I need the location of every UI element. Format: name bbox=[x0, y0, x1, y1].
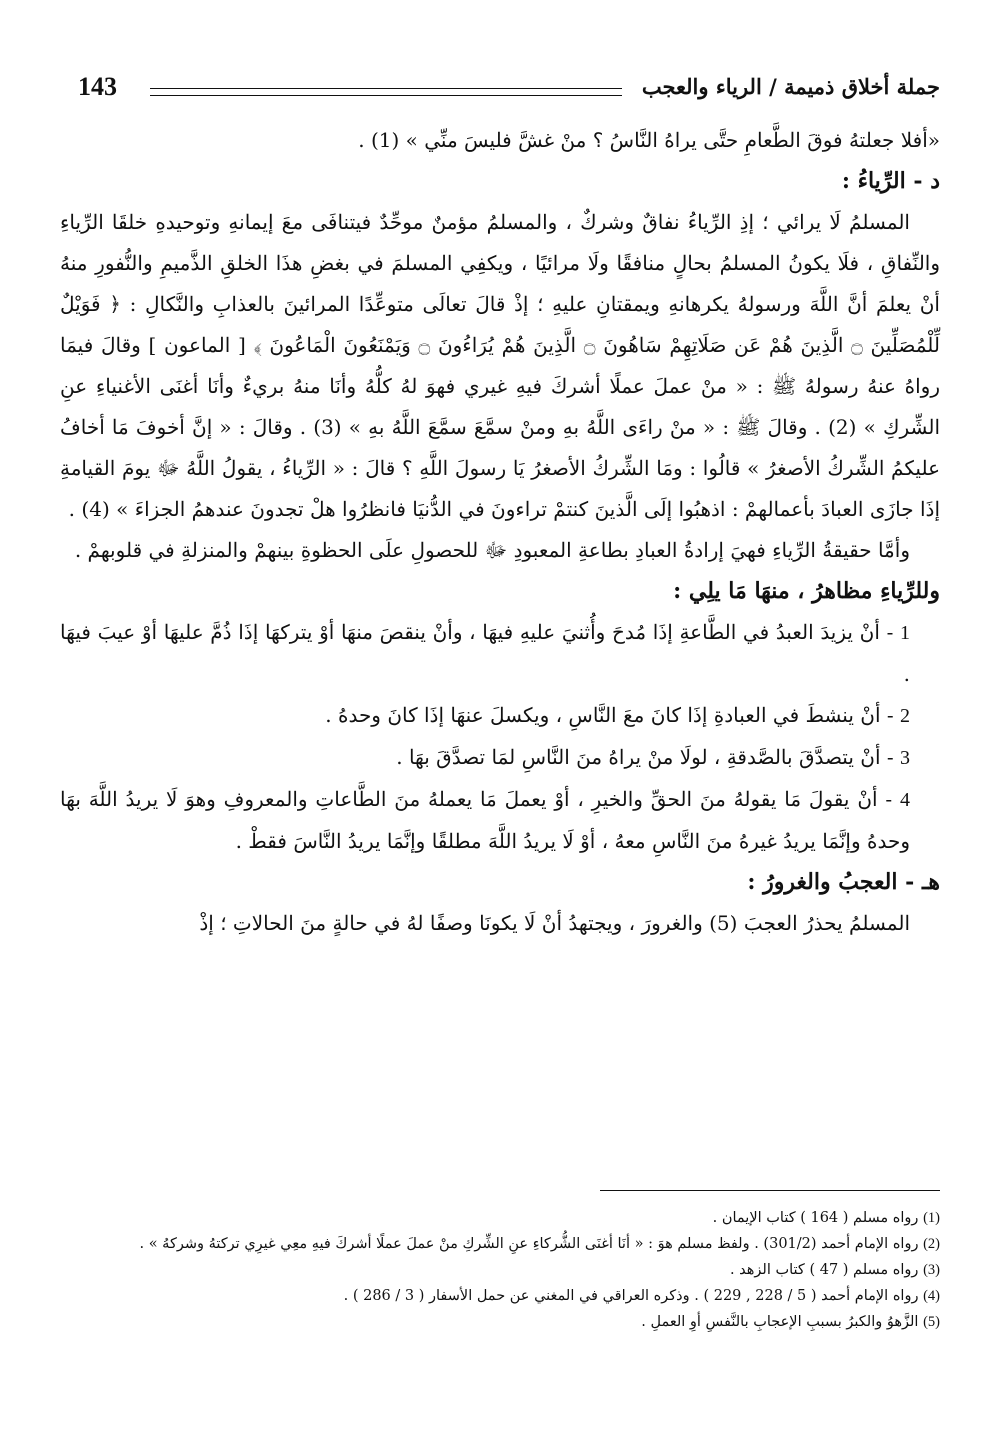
footnote bbox=[60, 1283, 940, 1309]
list-item-dash: - bbox=[886, 620, 894, 644]
footnote bbox=[60, 1231, 940, 1257]
list-item-text: أنْ ينشطَ في العبادةِ إذَا كانَ معَ النَّاسِ ، ويكسلَ عنهَا إذَا كانَ وحدهُ . bbox=[325, 703, 881, 727]
list-item-number: 4 bbox=[900, 789, 911, 811]
footnote-number: (1) bbox=[923, 1210, 940, 1226]
list-item bbox=[60, 737, 940, 779]
list-item-number: 2 bbox=[900, 705, 910, 727]
list-item-dash: - bbox=[886, 703, 894, 727]
footnote-text: الزَّهوُ والكبرُ بسببِ الإعجابِ بالنَّفسِ أوِ العملِ . bbox=[641, 1314, 919, 1330]
header-rule bbox=[150, 88, 622, 96]
footnote-text: رواه مسلم ( 47 ) كتاب الزهد . bbox=[729, 1262, 919, 1278]
list-item-text: أنْ يقولَ مَا يقولهُ منَ الحقِّ والخيرِ ، أوْ يعملَ مَا يعملهُ منَ الطَّاعاتِ والمعروفِ وهوَ لَا يريدُ اللَّهَ بهَا وحدهُ وإنَّمَا يريدُ غيرهُ منَ النَّاسِ معهُ ، أوْ لَا يريدُ اللَّهَ مطلقًا وإنَّمَا يريدُ النَّاسَ فقطْ . bbox=[60, 787, 910, 853]
footnote-text: رواه الإمام أحمد ( 5 / 228 , 229 ) . وذكره العراقي في المغني عن حمل الأسفار ( 3 / 286 ) . bbox=[343, 1288, 919, 1304]
footnote-number: (5) bbox=[923, 1314, 940, 1330]
footnote-number: (2) bbox=[923, 1236, 940, 1252]
list-item bbox=[60, 695, 940, 737]
list-item-text: أنْ يتصدَّقَ بالصَّدقةِ ، لولَا منْ يراهُ منَ النَّاسِ لمَا تصدَّقَ بهَا . bbox=[396, 745, 881, 769]
list-item-number: 3 bbox=[900, 747, 910, 769]
running-title: جملة أخلاق ذميمة / الرياء والعجب bbox=[641, 74, 940, 99]
riya-paragraph: المسلمُ لَا يرائي ؛ إذِ الرِّياءُ نفاقٌ وشركٌ ، والمسلمُ مؤمنٌ موحِّدٌ فيتنافَى معَ إيمانهِ وتوحيدهِ خلقَا الرِّياءِ والنِّفاقِ ، فلَا يكونُ المسلمُ بحالٍ منافقًا ولَا مرائيًا ، ويكفِي المسلمَ في بغضِ هذَا الخلقِ الذَّميمِ والنُّفورِ منهُ أنْ يعلمَ أنَّ اللَّهَ ورسولهُ يكرهانهِ ويمقتانِ عليهِ ؛ إذْ قالَ تعالَى متوعِّدًا المرائينَ بالعذابِ والنَّكالِ : ﴿ فَوَيْلٌ لِّلْمُصَلِّينَ ۝ الَّذِينَ هُمْ عَن صَلَاتِهِمْ سَاهُونَ ۝ الَّذِينَ هُمْ يُرَاءُونَ ۝ وَيَمْنَعُونَ الْمَاعُونَ ﴾ [ الماعون ] وقالَ فيمَا رواهُ عنهُ رسولهُ ﷺ : « منْ عملَ عملًا أشركَ فيهِ غيري فهوَ لهُ كلُّهُ وأنَا منهُ بريءٌ وأنَا أغنَى الأغنياءِ عنِ الشِّركِ » (2) . وقالَ ﷺ : « منْ راءَى اللَّهُ بهِ ومنْ سمَّعَ سمَّعَ اللَّهُ بهِ » (3) . وقالَ : « إنَّ أخوفَ مَا أخافُ عليكمُ الشِّركُ الأصغرُ » قالُوا : ومَا الشِّركُ الأصغرُ يَا رسولَ اللَّهِ ؟ قالَ : « الرِّياءُ ، يقولُ اللَّهُ ﷻ يومَ القيامةِ إذَا جازَى العبادَ بأعمالهمْ : اذهبُوا إلَى الَّذينَ كنتمْ تراءونَ في الدُّنيَا فانظرُوا هلْ تجدونَ عندهمُ الجزاءَ » (4) . bbox=[60, 210, 941, 521]
manifestations-heading: وللرِّياءِ مظاهرُ ، منهَا مَا يلِي : bbox=[673, 578, 940, 604]
footnote-rule bbox=[600, 1190, 940, 1191]
running-header bbox=[60, 70, 940, 104]
list-item-number: 1 bbox=[900, 622, 910, 644]
footnote-number: (4) bbox=[923, 1288, 940, 1304]
list-item bbox=[60, 779, 940, 862]
list-item-text: أنْ يزيدَ العبدُ في الطَّاعةِ إذَا مُدحَ وأُثنيَ عليهِ فيهَا ، وأنْ ينقصَ منهَا أوْ يتركهَا إذَا ذُمَّ عليهَا أوْ عيبَ فيهَا . bbox=[60, 620, 910, 686]
hadith-paragraph: «أفلا جعلتهُ فوقَ الطَّعامِ حتَّى يراهُ النَّاسُ ؟ منْ غشَّ فليسَ منِّي » (1) . bbox=[358, 128, 940, 152]
list-item-dash: - bbox=[886, 745, 894, 769]
ujb-paragraph: المسلمُ يحذرُ العجبَ (5) والغرورَ ، ويجتهدُ أنْ لَا يكونَا وصفًا لهُ في حالةٍ منَ الحالاتِ ؛ إذْ bbox=[199, 911, 910, 935]
riya-definition-paragraph: وأمَّا حقيقةُ الرِّياءِ فهيَ إرادةُ العبادِ بطاعةِ المعبودِ ﷻ للحصولِ علَى الحظوةِ بينهمْ والمنزلةِ في قلوبهمْ . bbox=[74, 538, 910, 562]
footnote bbox=[60, 1257, 940, 1283]
footnote-text: رواه مسلم ( 164 ) كتاب الإيمان . bbox=[712, 1210, 919, 1226]
main-text bbox=[60, 120, 940, 944]
list-item-dash: - bbox=[885, 787, 893, 811]
footnote-text: رواه الإمام أحمد (301/2) . ولفظ مسلم هوَ : « أنَا أغنَى الشُّركاءِ عنِ الشِّركِ منْ عملَ عملًا أشركَ فيهِ معِي غيرِي تركتهُ وشركهُ » . bbox=[139, 1236, 919, 1252]
section-heading-riya: د - الرِّياءُ : bbox=[841, 168, 940, 194]
page-number: 143 bbox=[78, 72, 117, 101]
footnotes bbox=[60, 1205, 940, 1335]
book-page bbox=[60, 60, 940, 1400]
list-item bbox=[60, 612, 940, 695]
footnote bbox=[60, 1309, 940, 1335]
footnote-number: (3) bbox=[923, 1262, 940, 1278]
section-heading-ujb: هـ - العجبُ والغرورُ : bbox=[747, 869, 940, 895]
footnote bbox=[60, 1205, 940, 1231]
